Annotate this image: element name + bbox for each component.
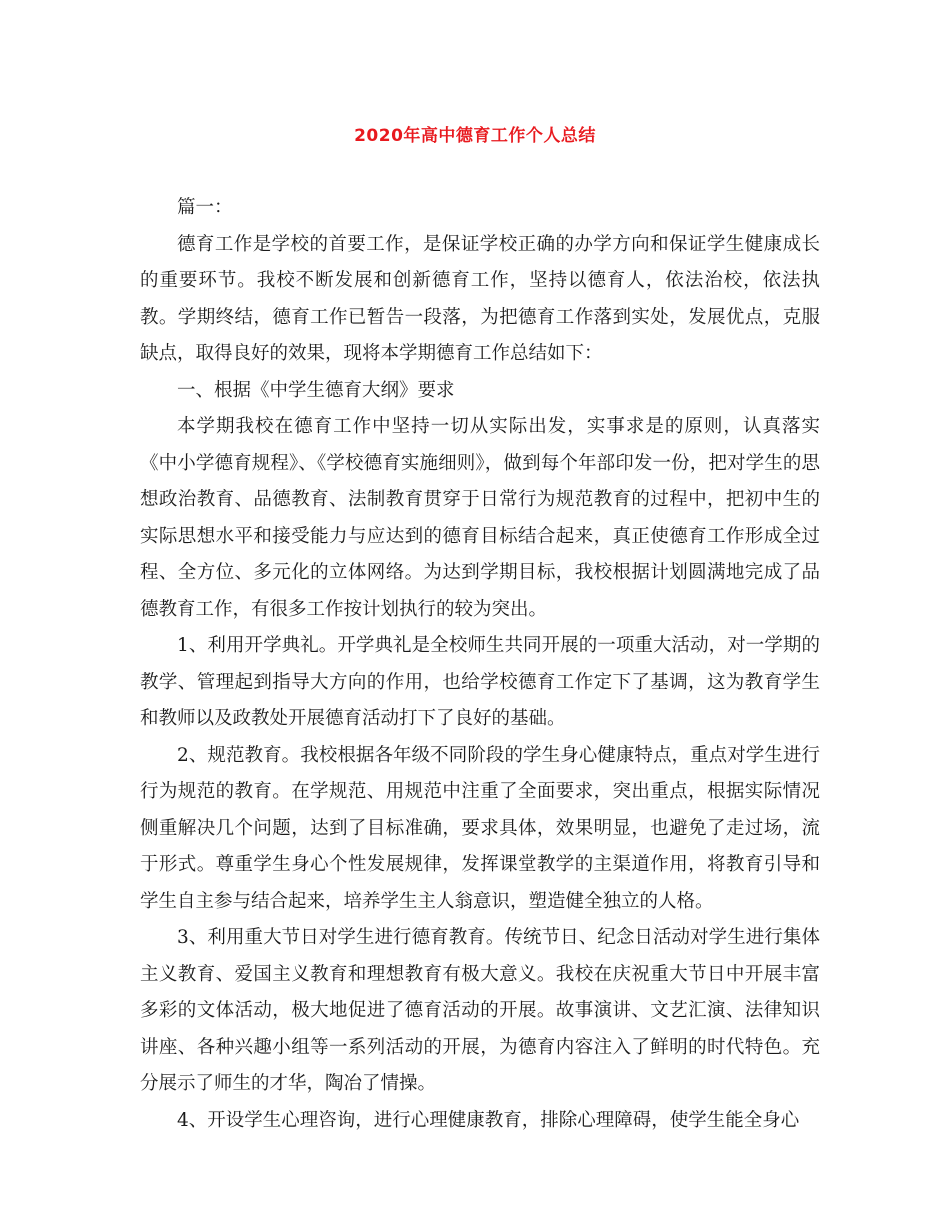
- paragraph-item-1: 1、利用开学典礼。开学典礼是全校师生共同开展的一项重大活动，对一学期的教学、管理起到指导大方向的作用，也给学校德育工作定下了基调，这为教育学生和教师以及政教处开展德育活动打下了良好的基础。: [140, 635, 820, 729]
- paragraph-intro: 德育工作是学校的首要工作，是保证学校正确的办学方向和保证学生健康成长的重要环节。我校不断发展和创新德育工作，坚持以德育人，依法治校，依法执教。学期终结，德育工作已暂告一段落，为把德育工作落到实处，发展优点，克服缺点，取得良好的效果，现将本学期德育工作总结如下：: [140, 233, 820, 364]
- paragraph-semester-work: 本学期我校在德育工作中坚持一切从实际出发，实事求是的原则，认真落实《中小学德育规程》、《学校德育实施细则》，做到每个年部印发一份，把对学生的思想政治教育、品德教育、法制教育贯穿于日常行为规范教育的过程中，把初中生的实际思想水平和接受能力与应达到的德育目标结合起来，真正使德育工作形成全过程、全方位、多元化的立体网络。为达到学期目标，我校根据计划圆满地完成了品德教育工作，有很多工作按计划执行的较为突出。: [140, 416, 820, 620]
- document-body: [140, 190, 820, 1139]
- paragraph-item-4: 4、开设学生心理咨询，进行心理健康教育，排除心理障碍，使学生能全身心: [177, 1109, 800, 1131]
- paragraph-item-3: 3、利用重大节日对学生进行德育教育。传统节日、纪念日活动对学生进行集体主义教育、爱国主义教育和理想教育有极大意义。我校在庆祝重大节日中开展丰富多彩的文体活动，极大地促进了德育活动的开展。故事演讲、文艺汇演、法律知识讲座、各种兴趣小组等一系列活动的开展，为德育内容注入了鲜明的时代特色。充分展示了师生的才华，陶冶了情操。: [140, 927, 820, 1094]
- section-heading-outline: 一、根据《中学生德育大纲》要求: [177, 379, 455, 401]
- document-title: 2020年高中德育工作个人总结: [354, 126, 596, 146]
- paragraph-heading-part-one: 篇一：: [177, 197, 233, 218]
- paragraph-item-2: 2、规范教育。我校根据各年级不同阶段的学生身心健康特点，重点对学生进行行为规范的教育。在学规范、用规范中注重了全面要求，突出重点，根据实际情况侧重解决几个问题，达到了目标准确，要求具体，效果明显，也避免了走过场，流于形式。尊重学生身心个性发展规律，发挥课堂教学的主渠道作用，将教育引导和学生自主参与结合起来，培养学生主人翁意识，塑造健全独立的人格。: [140, 744, 820, 912]
